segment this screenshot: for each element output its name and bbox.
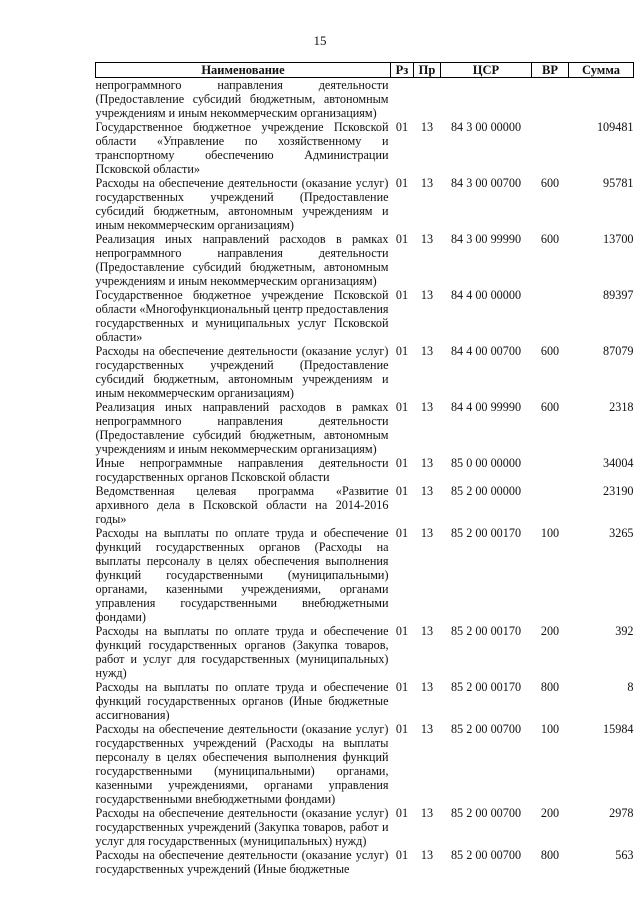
cell-name: Расходы на выплаты по оплате труда и обеспечение функций государственных органов (Иные бюджетные ассигнования): [95, 680, 389, 722]
cell-csr: 85 2 00 00000: [450, 484, 522, 498]
cell-vr: [532, 288, 569, 344]
cell-csr: 85 2 00 00700: [450, 722, 522, 736]
cell-rz: 01: [395, 680, 409, 694]
cell-name: Расходы на обеспечение деятельности (оказание услуг) государственных учреждений (Расходы на выплаты персоналу в целях обеспечения выполнения функций государственными (муниципальными) органами, казенными учреждениями, органами управления государственными внебюджетными фондами): [95, 722, 389, 806]
table-row: [96, 680, 634, 722]
cell-pr: 13: [420, 722, 434, 736]
table-header-row: [96, 63, 634, 78]
cell-csr: 84 4 00 00700: [450, 344, 522, 358]
cell-rz: 01: [395, 176, 409, 190]
cell-sum: 8: [627, 680, 634, 694]
cell-sum: 563: [615, 848, 634, 862]
cell-sum: 392: [615, 624, 634, 638]
cell-rz: 01: [395, 848, 409, 862]
cell-csr: 84 3 00 99990: [450, 232, 522, 246]
cell-pr: 13: [420, 526, 434, 540]
cell-rz: 01: [395, 484, 409, 498]
cell-vr: 100: [540, 526, 560, 540]
cell-csr: 85 0 00 00000: [450, 456, 522, 470]
cell-name: Расходы на обеспечение деятельности (оказание услуг) государственных учреждений (Предоставление субсидий бюджетным, автономным учреждениям и иным некоммерческим организациям): [95, 344, 389, 400]
header-pr: Пр: [414, 63, 441, 78]
table-row: [96, 484, 634, 526]
cell-pr: 13: [420, 176, 434, 190]
table-row: [96, 806, 634, 848]
cell-sum: 23190: [603, 484, 634, 498]
table-row: [96, 344, 634, 400]
cell-pr: 13: [420, 806, 434, 820]
cell-rz: 01: [395, 526, 409, 540]
cell-rz: 01: [395, 120, 409, 134]
cell-pr: 13: [420, 484, 434, 498]
cell-name: Реализация иных направлений расходов в рамках непрограммного направления деятельности (Предоставление субсидий бюджетным, автономным учреждениям и иным некоммерческим организациям): [95, 400, 389, 456]
cell-sum: 15984: [603, 722, 634, 736]
cell-sum: 95781: [603, 176, 634, 190]
cell-sum: 3265: [609, 526, 634, 540]
cell-name: Ведомственная целевая программа «Развитие архивного дела в Псковской области на 2014-2016 годы»: [95, 484, 389, 526]
cell-sum: 2318: [609, 400, 634, 414]
cell-vr: [532, 456, 569, 484]
cell-rz: 01: [395, 400, 409, 414]
cell-name: Государственное бюджетное учреждение Псковской области «Управление по хозяйственному и транспортному обеспечению Администрации Псковской области»: [95, 120, 389, 176]
cell-vr: [532, 484, 569, 526]
cell-name: Расходы на обеспечение деятельности (оказание услуг) государственных учреждений (Закупка товаров, работ и услуг для государственных (муниципальных) нужд): [95, 806, 389, 848]
cell-vr: 600: [540, 176, 560, 190]
table-row: [96, 400, 634, 456]
cell-csr: 85 2 00 00170: [450, 624, 522, 638]
cell-csr: [441, 78, 532, 121]
cell-sum: 89397: [603, 288, 634, 302]
cell-pr: 13: [420, 680, 434, 694]
cell-sum: 34004: [603, 456, 634, 470]
page-number: 15: [313, 33, 327, 48]
cell-rz: [391, 78, 414, 121]
cell-vr: 200: [540, 624, 560, 638]
cell-pr: 13: [420, 400, 434, 414]
cell-name: Расходы на обеспечение деятельности (оказание услуг) государственных учреждений (Иные бюджетные: [95, 848, 389, 876]
table-row: [96, 288, 634, 344]
cell-vr: [532, 120, 569, 176]
cell-pr: 13: [420, 232, 434, 246]
cell-sum: 2978: [609, 806, 634, 820]
cell-rz: 01: [395, 806, 409, 820]
cell-csr: 84 3 00 00700: [450, 176, 522, 190]
table-row: [96, 176, 634, 232]
cell-rz: 01: [395, 344, 409, 358]
cell-sum: [569, 78, 634, 121]
cell-pr: [414, 78, 441, 121]
cell-name: Расходы на выплаты по оплате труда и обеспечение функций государственных органов (Закупка товаров, работ и услуг для государственных (муниципальных) нужд): [95, 624, 389, 680]
cell-vr: [532, 78, 569, 121]
header-vr: ВР: [532, 63, 569, 78]
cell-name: Иные непрограммные направления деятельности государственных органов Псковской области: [95, 456, 389, 484]
table-row: [96, 722, 634, 806]
header-rz: Рз: [391, 63, 414, 78]
cell-sum: 87079: [603, 344, 634, 358]
table-row: [96, 232, 634, 288]
header-name: Наименование: [96, 63, 391, 78]
cell-name: Расходы на выплаты по оплате труда и обеспечение функций государственных органов (Расходы на выплаты персоналу в целях обеспечения выполнения функций государственными (муниципальными) органами, казенными учреждениями, органами управления государственными внебюджетными фондами): [95, 526, 389, 624]
cell-name: Расходы на обеспечение деятельности (оказание услуг) государственных учреждений (Предоставление субсидий бюджетным, автономным учреждениям и иным некоммерческим организациям): [95, 176, 389, 232]
cell-pr: 13: [420, 624, 434, 638]
cell-sum: 109481: [596, 120, 634, 134]
cell-rz: 01: [395, 722, 409, 736]
table-body: [96, 78, 634, 877]
cell-vr: 600: [540, 400, 560, 414]
cell-vr: 800: [540, 680, 560, 694]
cell-rz: 01: [395, 456, 409, 470]
table-row: [96, 624, 634, 680]
cell-name: Реализация иных направлений расходов в рамках непрограммного направления деятельности (Предоставление субсидий бюджетным, автономным учреждениям и иным некоммерческим организациям): [95, 232, 389, 288]
table-row: [96, 848, 634, 876]
header-sum: Сумма: [569, 63, 634, 78]
cell-pr: 13: [420, 456, 434, 470]
cell-pr: 13: [420, 848, 434, 862]
cell-csr: 85 2 00 00700: [450, 848, 522, 862]
cell-name: Государственное бюджетное учреждение Псковской области «Многофункциональный центр предоставления государственных и муниципальных услуг Псковской области»: [95, 288, 389, 344]
table-row: [96, 120, 634, 176]
cell-name: непрограммного направления деятельности (Предоставление субсидий бюджетным, автономным учреждениям и иным некоммерческим организациям): [95, 78, 389, 120]
cell-rz: 01: [395, 624, 409, 638]
cell-csr: 85 2 00 00700: [450, 806, 522, 820]
cell-pr: 13: [420, 120, 434, 134]
cell-csr: 85 2 00 00170: [450, 526, 522, 540]
budget-table: [95, 62, 634, 876]
cell-vr: 100: [540, 722, 560, 736]
cell-vr: 600: [540, 344, 560, 358]
cell-sum: 13700: [603, 232, 634, 246]
header-csr: ЦСР: [441, 63, 532, 78]
table-row: [96, 456, 634, 484]
table-row: [96, 78, 634, 121]
cell-rz: 01: [395, 232, 409, 246]
cell-csr: 84 4 00 99990: [450, 400, 522, 414]
cell-vr: 600: [540, 232, 560, 246]
cell-rz: 01: [395, 288, 409, 302]
cell-csr: 84 3 00 00000: [450, 120, 522, 134]
table-row: [96, 526, 634, 624]
cell-vr: 800: [540, 848, 560, 862]
cell-csr: 85 2 00 00170: [450, 680, 522, 694]
cell-vr: 200: [540, 806, 560, 820]
cell-pr: 13: [420, 288, 434, 302]
cell-csr: 84 4 00 00000: [450, 288, 522, 302]
cell-pr: 13: [420, 344, 434, 358]
